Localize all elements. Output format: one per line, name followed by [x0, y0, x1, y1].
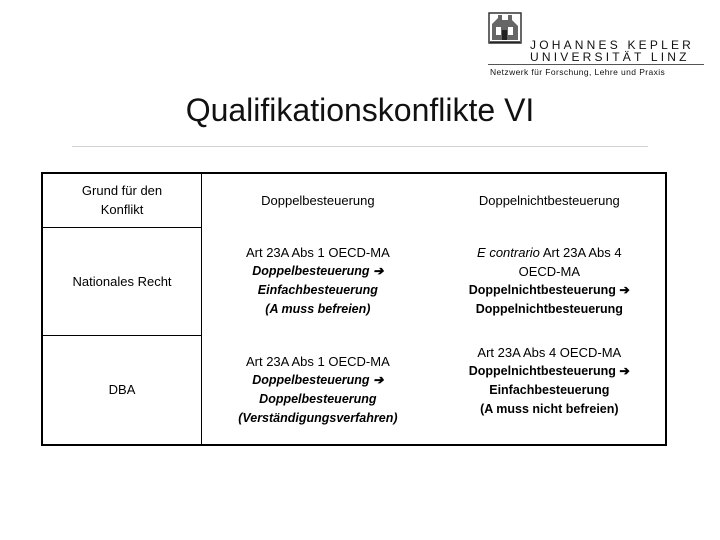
row-label-cell [42, 227, 202, 335]
cell-ref: Art 23A Abs 1 OECD-MA [245, 353, 390, 369]
cell-ref [434, 243, 665, 262]
cell-line: Doppelnichtbesteuerung ➔ [468, 364, 630, 378]
logo-divider [488, 64, 704, 65]
cell-line: Doppelnichtbesteuerung ➔ [468, 283, 630, 297]
dba-double-non-taxation-cell [434, 335, 666, 445]
national-law-double-taxation-cell [202, 227, 434, 335]
header-double-non-taxation: Doppelnichtbesteuerung [478, 193, 620, 208]
university-logo [486, 12, 704, 77]
table-row [42, 227, 666, 335]
header-double-taxation-cell [202, 173, 434, 227]
national-law-double-non-taxation-cell [434, 227, 666, 335]
cell-line: Doppelbesteuerung [259, 391, 377, 406]
header-reason-cell [42, 173, 202, 227]
cell-ref-line2: OECD-MA [518, 264, 581, 279]
cell-line: Einfachbesteuerung [257, 283, 378, 297]
title-divider [72, 146, 648, 147]
cell-line: Doppelnichtbesteuerung [475, 302, 623, 316]
table-header-row [42, 173, 666, 227]
cell-line: Doppelbesteuerung ➔ [252, 264, 384, 278]
cell-line: Einfachbesteuerung [489, 383, 610, 397]
cell-line: Doppelbesteuerung ➔ [252, 372, 384, 387]
header-reason-line2: Konflikt [100, 202, 144, 218]
header-reason-line1: Grund für den [81, 183, 163, 199]
logo-tagline: Netzwerk für Forschung, Lehre und Praxis [490, 67, 666, 77]
cell-ref: Art 23A Abs 1 OECD-MA [245, 245, 390, 260]
logo-text-line2: UNIVERSITÄT LINZ [530, 50, 690, 64]
row-label-dba: DBA [108, 382, 136, 398]
header-double-non-taxation-cell [434, 173, 666, 227]
university-crest-icon [488, 12, 522, 44]
row-label-cell [42, 335, 202, 445]
table-row [42, 335, 666, 445]
cell-line: (Verständigungsverfahren) [238, 410, 398, 425]
cell-line: (A muss befreien) [265, 302, 371, 316]
dba-double-taxation-cell [202, 335, 434, 445]
page-title: Qualifikationskonflikte VI [185, 92, 535, 128]
row-label-national-law: Nationales Recht [72, 273, 172, 289]
cell-line: (A muss nicht befreien) [480, 402, 619, 416]
cell-ref: Art 23A Abs 4 OECD-MA [477, 345, 622, 360]
cell-ref-italic: E contrario [477, 245, 540, 260]
header-double-taxation: Doppelbesteuerung [261, 193, 375, 208]
cell-ref-rest: Art 23A Abs 4 [539, 245, 622, 260]
logo-text-line1: JOHANNES KEPLER [530, 38, 695, 52]
conflict-table [41, 172, 667, 446]
